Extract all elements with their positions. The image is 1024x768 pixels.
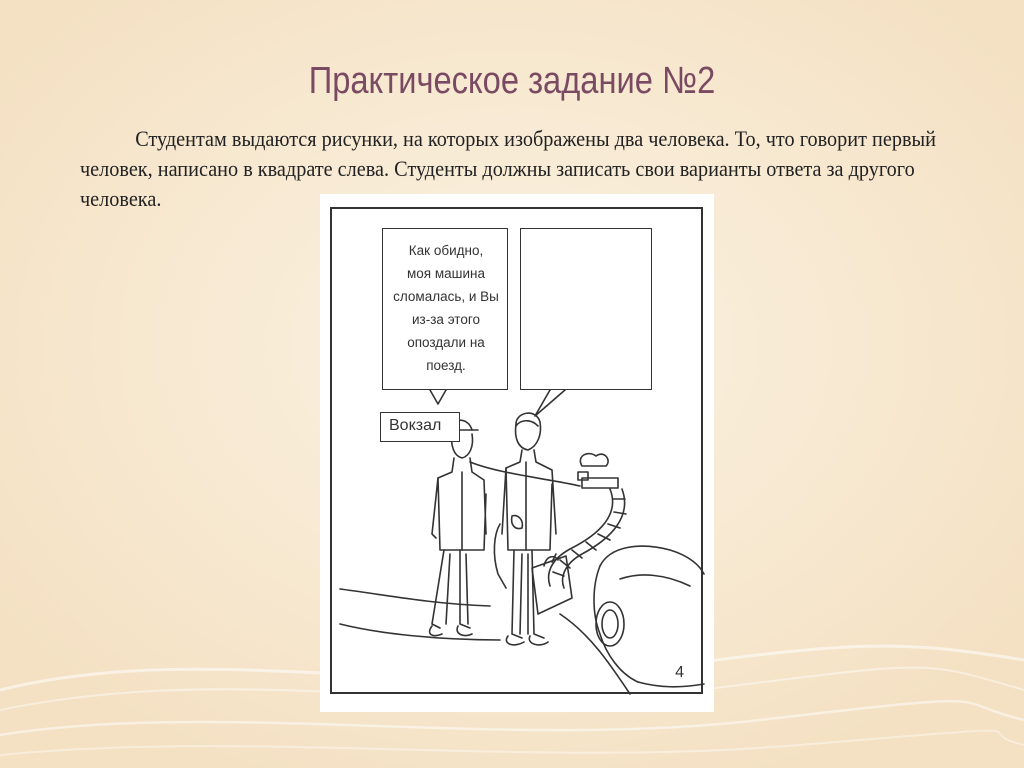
speech-bubble-first-person [382, 228, 508, 390]
station-sign: Вокзал [380, 412, 460, 442]
comic-page-number: 4 [675, 664, 684, 681]
comic-drawing [320, 194, 714, 712]
speech-bubble-answer-empty [520, 228, 652, 390]
slide-body-text: Студентам выдаются рисунки, на которых изображены два человека. То, что говорит первый человек, написано в квадрате слева. Студенты должны записать свои варианты ответа за другого человека. [80, 126, 936, 211]
slide-title: Практическое задание №2 [308, 60, 716, 102]
comic-illustration [320, 194, 714, 712]
speech-bubble-text: Как обидно, моя машина сломалась, и Вы из-за этого опоздали на поезд. [393, 243, 499, 373]
